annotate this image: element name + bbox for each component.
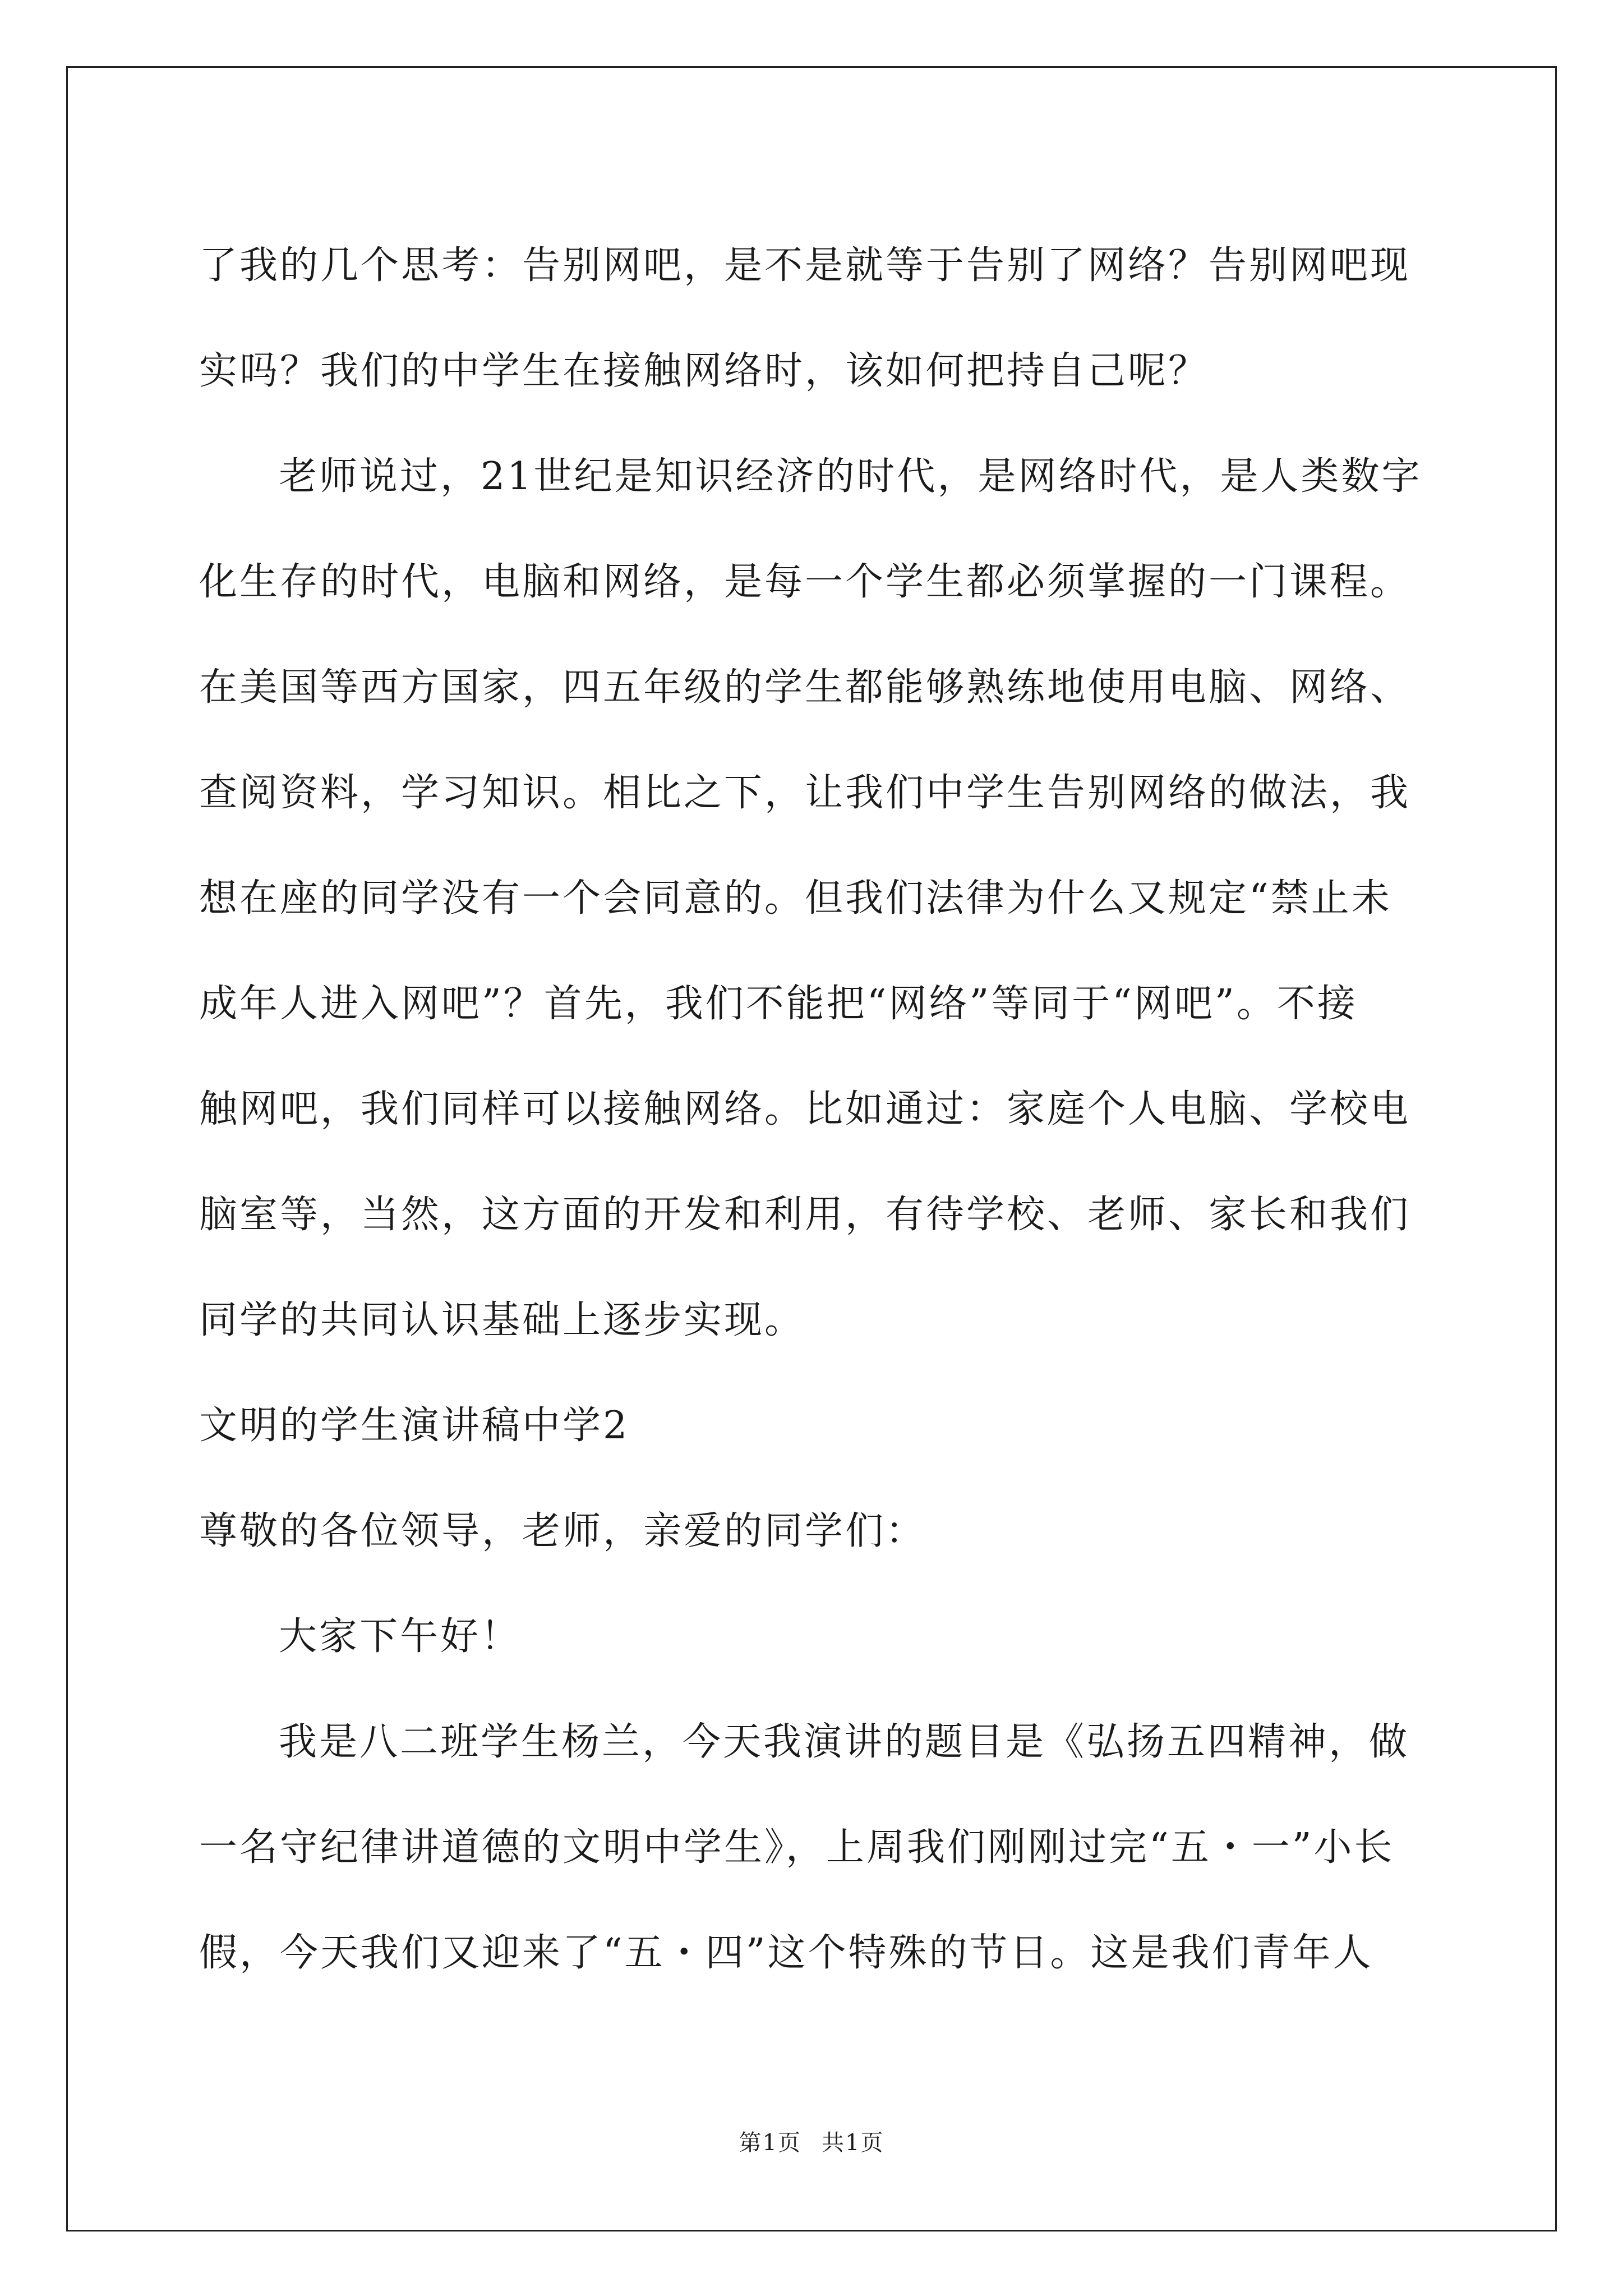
text-line: 脑室等，当然，这方面的开发和利用，有待学校、老师、家长和我们: [199, 1193, 1411, 1237]
document-body: [199, 213, 1427, 2006]
greeting: 大家下午好！: [279, 1614, 522, 1659]
text-line: 假，今天我们又迎来了“五・四”这个特殊的节日。这是我们青年人: [199, 1931, 1373, 1975]
page-total: 共1页: [822, 2130, 884, 2156]
paragraph-start: 我是八二班学生杨兰，今天我演讲的题目是《弘扬五四精神，做: [279, 1720, 1410, 1764]
text-line: 同学的共同认识基础上逐步实现。: [199, 1298, 805, 1342]
text-line: 想在座的同学没有一个会同意的。但我们法律为什么又规定“禁止未: [199, 876, 1392, 921]
text-line: 一名守纪律讲道德的文明中学生》，上周我们刚刚过完“五・一”小长: [199, 1825, 1395, 1870]
page-footer: [0, 2126, 1623, 2160]
text-line: 成年人进入网吧”？首先，我们不能把“网络”等同于“网吧”。不接: [199, 982, 1358, 1026]
paragraph-start: 老师说过，21世纪是知识经济的时代，是网络时代，是人类数字: [279, 454, 1422, 499]
text-line: 查阅资料，学习知识。相比之下，让我们中学生告别网络的做法，我: [199, 771, 1411, 815]
page-number: 第1页: [739, 2130, 801, 2156]
text-line: 触网吧，我们同样可以接触网络。比如通过：家庭个人电脑、学校电: [199, 1087, 1411, 1131]
text-line: 实吗？我们的中学生在接触网络时，该如何把持自己呢？: [199, 349, 1209, 393]
text-line: 了我的几个思考：告别网吧，是不是就等于告别了网络？告别网吧现: [199, 243, 1411, 288]
text-line: 化生存的时代，电脑和网络，是每一个学生都必须掌握的一门课程。: [199, 560, 1411, 604]
text-line: 在美国等西方国家，四五年级的学生都能够熟练地使用电脑、网络、: [199, 665, 1411, 710]
salutation: 尊敬的各位领导，老师，亲爱的同学们：: [199, 1509, 926, 1553]
section-title: 文明的学生演讲稿中学2: [199, 1404, 630, 1448]
